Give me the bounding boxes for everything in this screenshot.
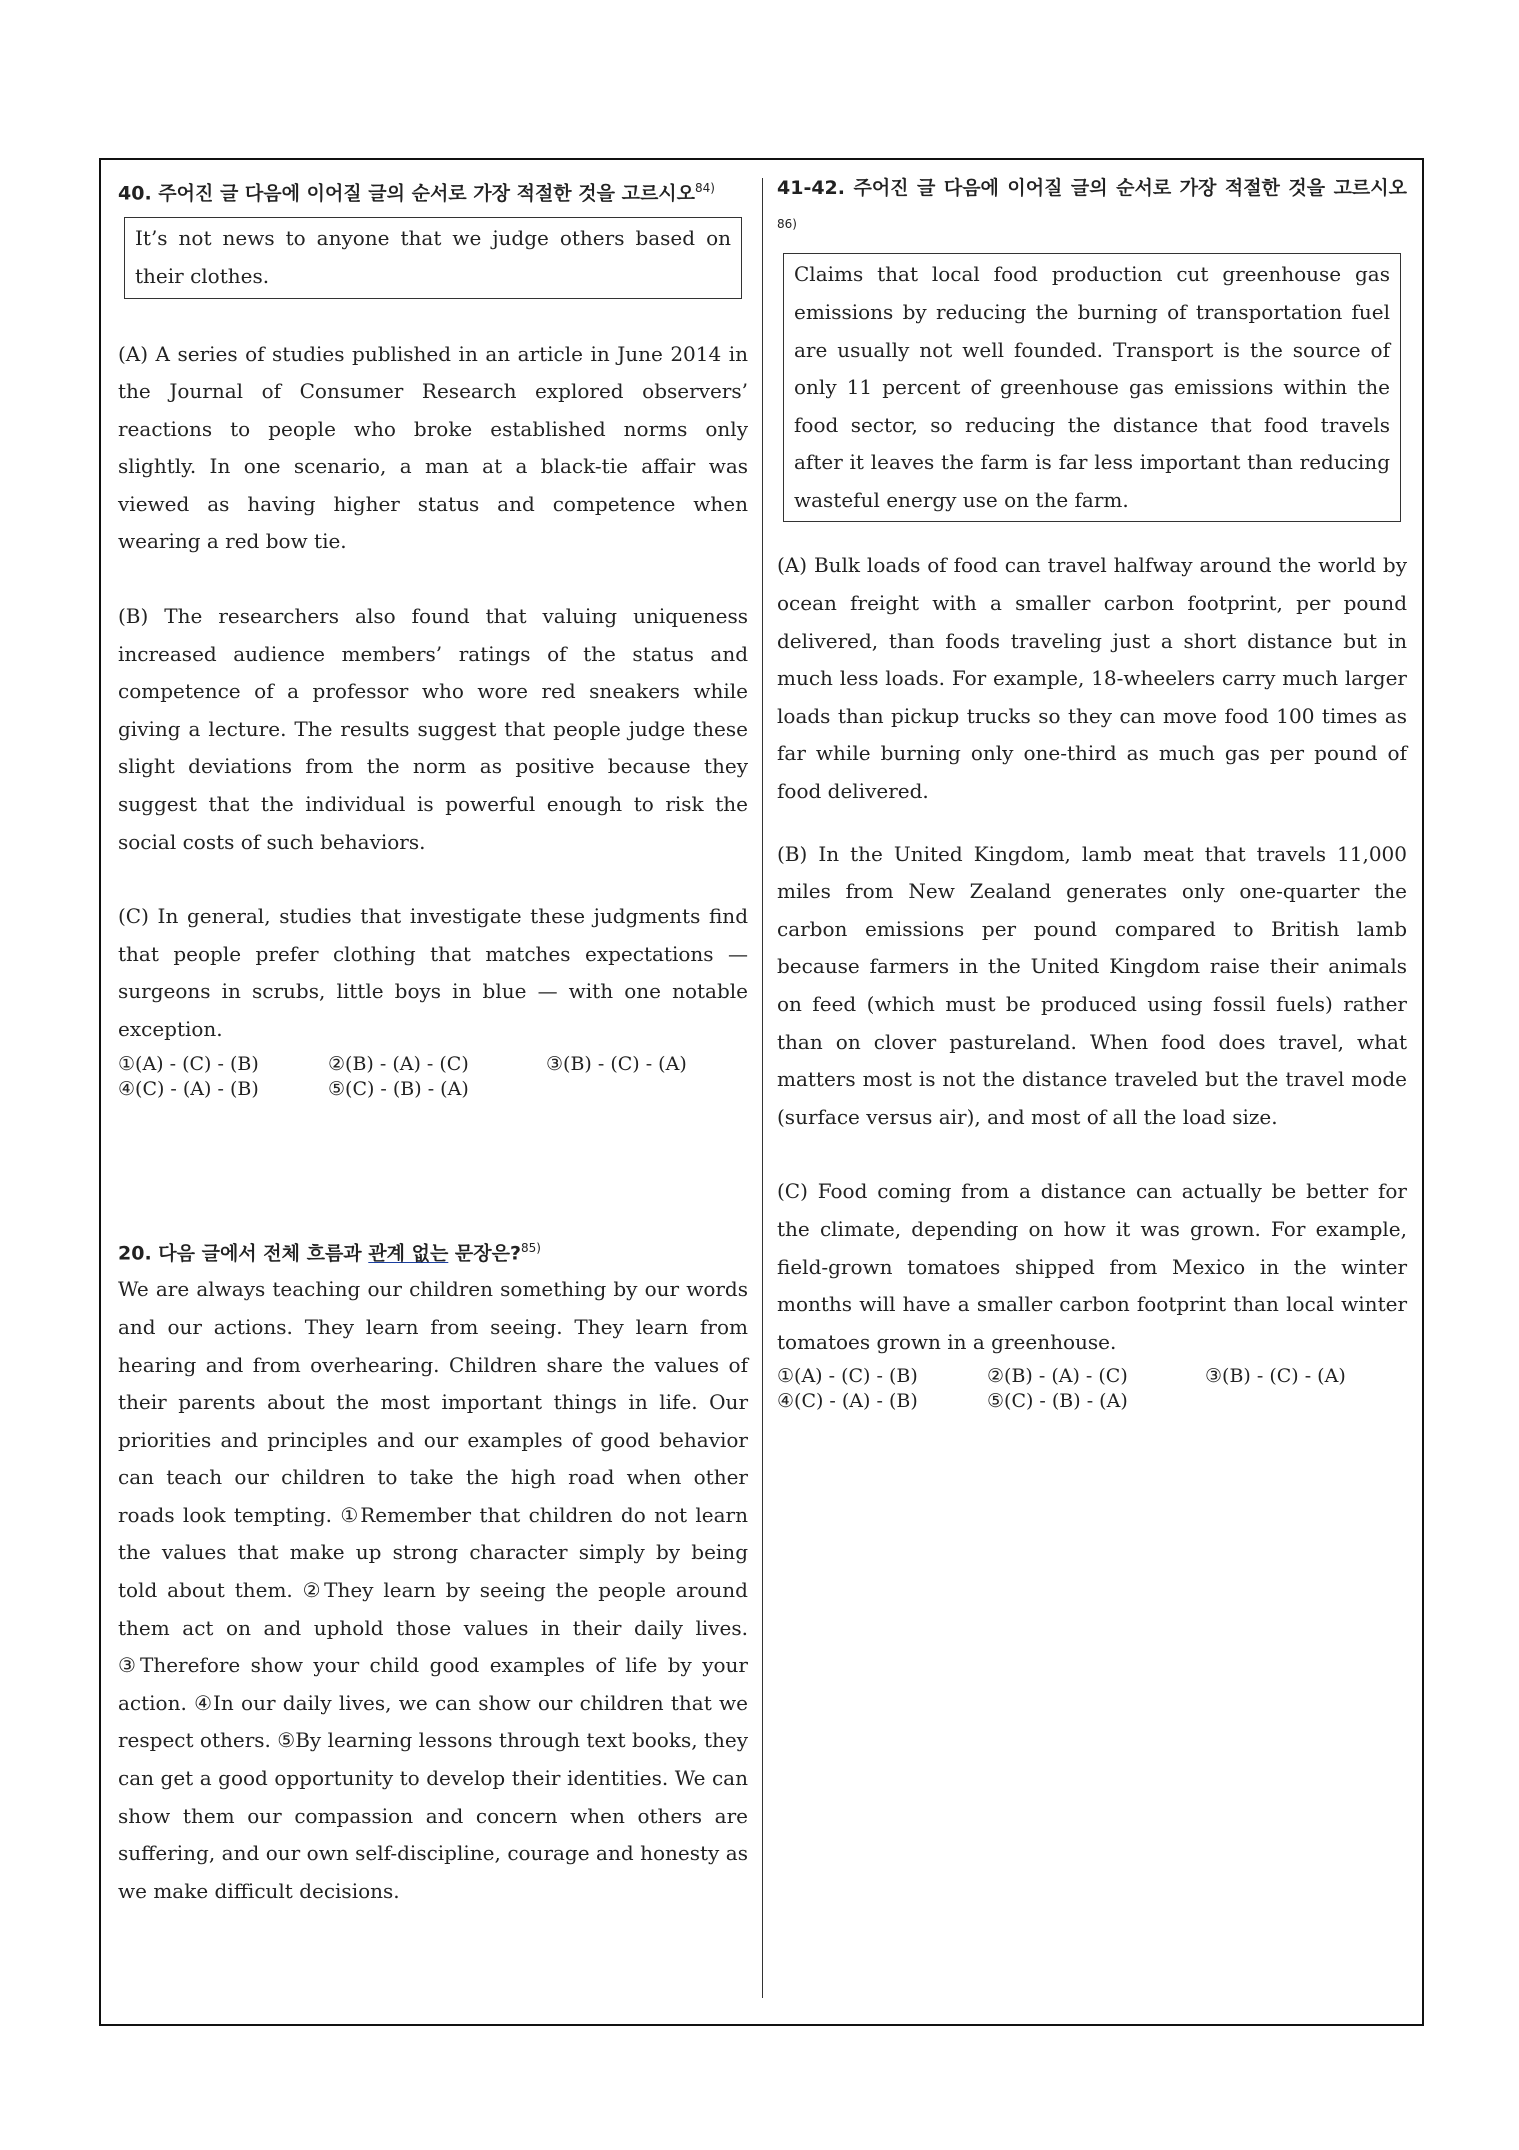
choice-5[interactable]: ⑤(C) - (B) - (A) <box>987 1390 1128 1413</box>
question-20-passage: We are always teaching our children something by our words and our actions. They learn from seeing. They learn from hearing and from overhearing. Children share the values of their parents about the most important things in life. Our priorities and principles and our examples of good behavior can teach our children to take the high road when other roads look tempting. ①Remember that children do not learn the values that make up strong character simply by being told about them. ②They learn by seeing the people around them act on and uphold those values in their daily lives. ③Therefore show your child good examples of life by your action. ④In our daily lives, we can show our children that we respect others. ⑤By learning lessons through text books, they can get a good opportunity to develop their identities. We can show them our compassion and concern when others are suffering, and our own self-discipline, courage and honesty as we make difficult decisions. <box>118 1277 748 1903</box>
question-41-paragraph-c: (C) Food coming from a distance can actually be better for the climate, depending on how it was grown. For example, field-grown tomatoes shipped from Mexico in the winter months will have a smaller carbon footprint than local winter tomatoes grown in a greenhouse. <box>777 1179 1407 1354</box>
choice-3[interactable]: ③(B) - (C) - (A) <box>1205 1365 1346 1388</box>
question-41-choices <box>777 1364 1407 1414</box>
footnote-marker: 84) <box>695 181 715 195</box>
choice-2[interactable]: ②(B) - (A) - (C) <box>328 1052 469 1075</box>
question-20-title: 20. 다음 글에서 전체 흐름과 관계 없는 문장은?$^{85)}$ <box>118 1241 541 1265</box>
question-20 <box>118 1230 748 1910</box>
footnote-marker: 86) <box>777 217 797 231</box>
question-40-paragraph-a: (A) A series of studies published in an article in June 2014 in the Journal of Consumer Research explored observers’ reactions to people who broke established norms only slightly. In one scenario, a man at a black-tie affair was viewed as having higher status and competence when wearing a red bow tie. <box>118 341 748 554</box>
question-40-title: 40. 주어진 글 다음에 이어질 글의 순서로 가장 적절한 것을 고르시오$^{84)}$ <box>118 181 715 205</box>
choice-4[interactable]: ④(C) - (A) - (B) <box>118 1077 259 1100</box>
question-40 <box>118 170 748 1102</box>
right-column <box>777 170 1407 1414</box>
footnote-marker: 85) <box>521 1241 541 1255</box>
question-40-paragraph-c: (C) In general, studies that investigate these judgments find that people prefer clothing that matches expectations — surgeons in scrubs, little boys in blue — with one notable exception. <box>118 904 748 1042</box>
choice-4[interactable]: ④(C) - (A) - (B) <box>777 1390 918 1413</box>
question-40-given-passage: It’s not news to anyone that we judge others based on their clothes. <box>124 217 742 298</box>
choice-1[interactable]: ①(A) - (C) - (B) <box>777 1365 918 1388</box>
question-41-given-passage: Claims that local food production cut greenhouse gas emissions by reducing the burning of transportation fuel are usually not well founded. Transport is the source of only 11 percent of greenhouse gas emissions within the food sector, so reducing the distance that food travels after it leaves the farm is far less important than reducing wasteful energy use on the farm. <box>783 253 1401 522</box>
question-41-paragraph-b: (B) In the United Kingdom, lamb meat that travels 11,000 miles from New Zealand generates only one-quarter the carbon emissions per pound compared to British lamb because farmers in the United Kingdom raise their animals on feed (which must be produced using fossil fuels) rather than on clover pastureland. When food does travel, what matters most is not the distance traveled but the travel mode (surface versus air), and most of all the load size. <box>777 841 1407 1129</box>
question-41-42-title: 41-42. 주어진 글 다음에 이어질 글의 순서로 가장 적절한 것을 고르시오$^{86)}$ <box>777 177 1407 231</box>
choice-2[interactable]: ②(B) - (A) - (C) <box>987 1365 1128 1388</box>
question-40-paragraph-b: (B) The researchers also found that valuing uniqueness increased audience members’ ratings of the status and competence of a professor who wore red sneakers while giving a lecture. The results suggest that people judge these slight deviations from the norm as positive because they suggest that the individual is powerful enough to risk the social costs of such behaviors. <box>118 604 748 854</box>
question-41-paragraph-a: (A) Bulk loads of food can travel halfway around the world by ocean freight with a smaller carbon footprint, per pound delivered, than foods traveling just a short distance but in much less loads. For example, 18-wheelers carry much larger loads than pickup trucks so they can move food 100 times as far while burning only one-third as much gas per pound of food delivered. <box>777 553 1407 804</box>
left-column <box>118 170 748 1903</box>
choice-5[interactable]: ⑤(C) - (B) - (A) <box>328 1077 469 1100</box>
choice-1[interactable]: ①(A) - (C) - (B) <box>118 1052 259 1075</box>
column-divider <box>762 178 763 1998</box>
choice-3[interactable]: ③(B) - (C) - (A) <box>546 1052 687 1075</box>
question-41-42 <box>777 170 1407 1414</box>
question-40-choices <box>118 1052 748 1102</box>
